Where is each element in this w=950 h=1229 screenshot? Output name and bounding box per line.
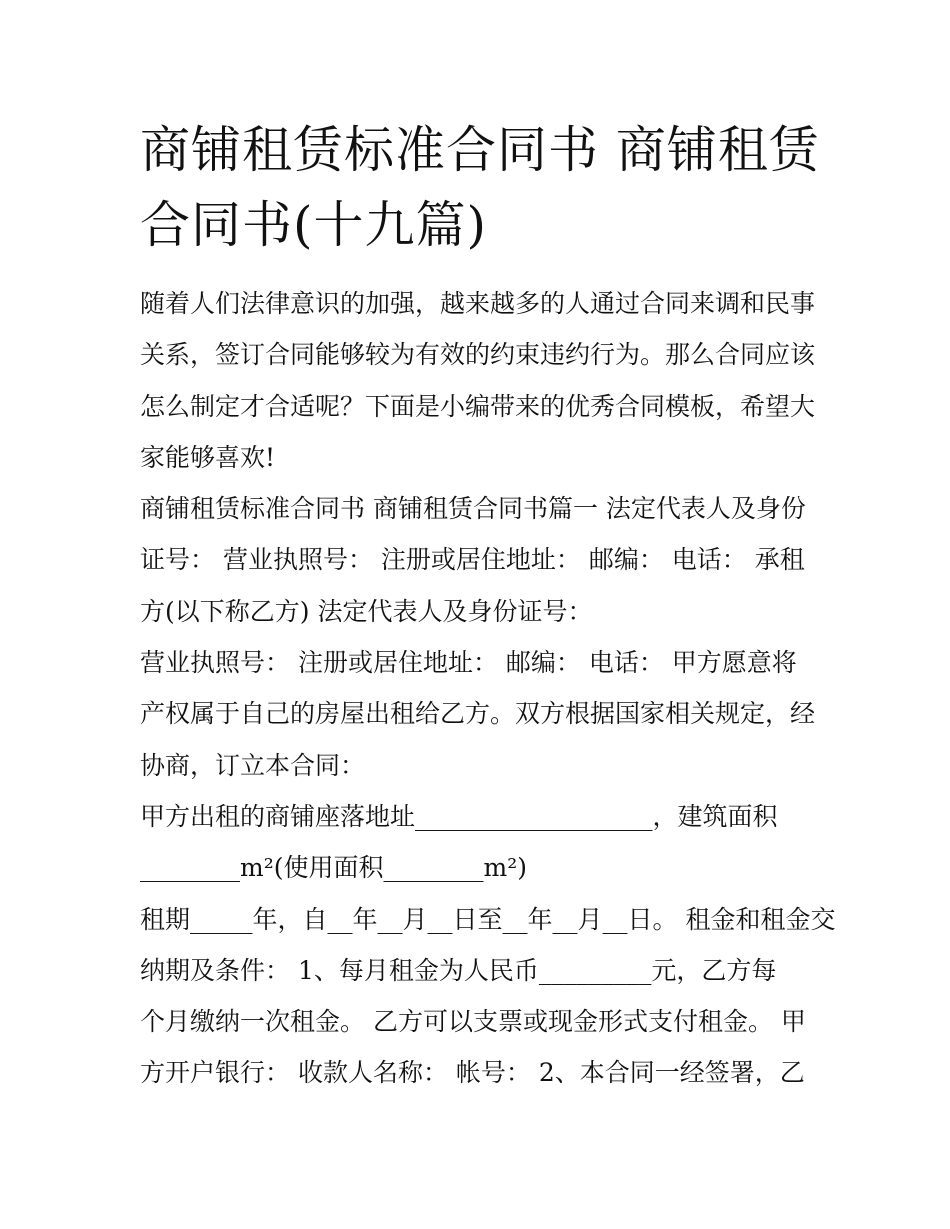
body-line: 协商，订立本合同： <box>140 750 366 780</box>
document-title <box>140 113 830 263</box>
body-line: 营业执照号： 注册或居住地址： 邮编： 电话： 甲方愿意将 <box>140 648 797 678</box>
body-line: 租期_____年，自__年__月__日至__年__月__日。 租金和租金交 <box>140 904 836 934</box>
body-line: ________m²(使用面积________m²) <box>140 853 527 883</box>
body-line: 商铺租赁标准合同书 商铺租赁合同书篇一 法定代表人及身份 <box>140 494 806 524</box>
body-line: 随着人们法律意识的加强，越来越多的人通过合同来调和民事 <box>140 289 816 318</box>
body-line: 纳期及条件： 1、每月租金为人民币_________元，乙方每 <box>140 955 777 985</box>
body-line: 产权属于自己的房屋出租给乙方。双方根据国家相关规定，经 <box>140 699 816 729</box>
body-line: 甲方出租的商铺座落地址___________________，建筑面积 <box>140 801 778 831</box>
body-line: 关系，签订合同能够较为有效的约束违约行为。那么合同应该 <box>140 340 816 370</box>
body-line: 方开户银行： 收款人名称： 帐号： 2、本合同一经签署，乙 <box>140 1058 805 1088</box>
body-line: 方(以下称乙方) 法定代表人及身份证号： <box>140 596 593 626</box>
title-line: 合同书(十九篇) <box>140 196 488 254</box>
body-line: 家能够喜欢! <box>140 442 276 472</box>
body-line: 证号： 营业执照号： 注册或居住地址： 邮编： 电话： 承租 <box>140 545 805 575</box>
body-line: 怎么制定才合适呢？下面是小编带来的优秀合同模板，希望大 <box>140 391 816 421</box>
title-line: 商铺租赁标准合同书 商铺租赁 <box>140 121 820 179</box>
body-line: 个月缴纳一次租金。 乙方可以支票或现金形式支付租金。 甲 <box>140 1007 806 1037</box>
document-body <box>140 278 836 1099</box>
